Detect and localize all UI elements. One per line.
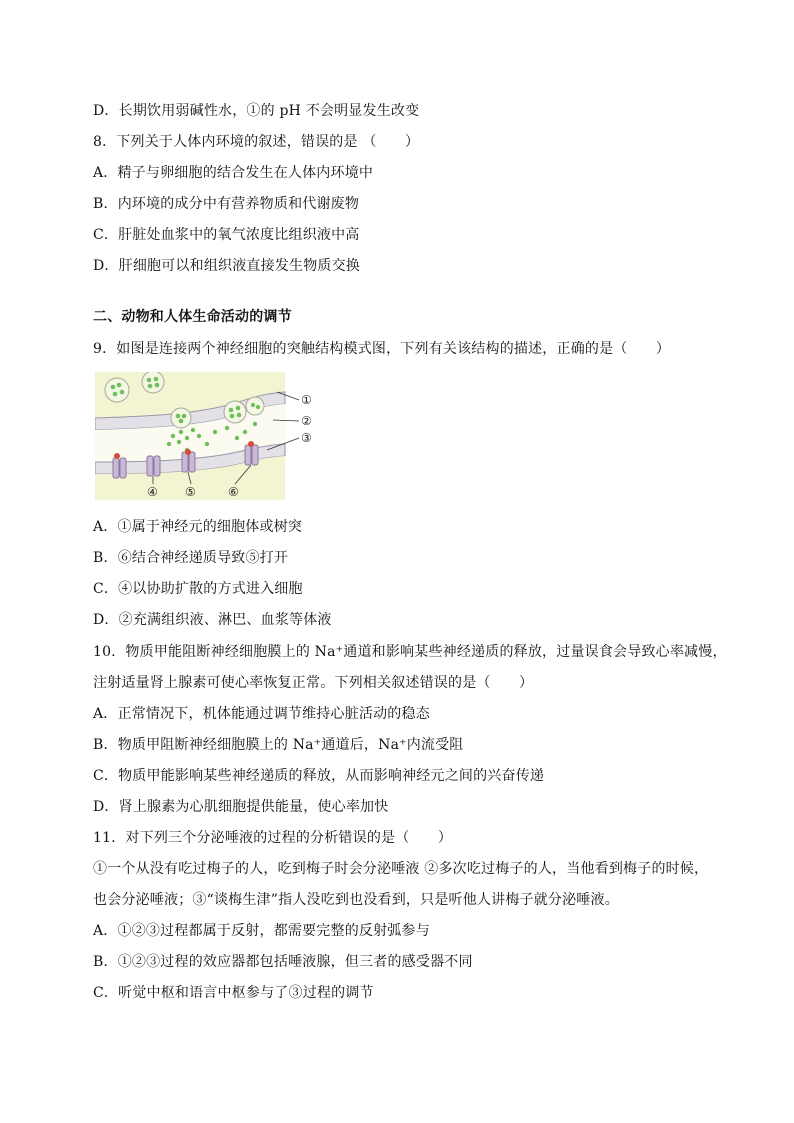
q11-option-a: A．①②③过程都属于反射，都需要完整的反射弧参与	[93, 923, 430, 939]
q10-stem-line2: 注射适量肾上腺素可使心率恢复正常。下列相关叙述错误的是（ ）	[93, 675, 534, 691]
q11-option-b: B．①②③过程的效应器都包括唾液腺，但三者的感受器不同	[93, 954, 473, 970]
q8-option-b: B．内环境的成分中有营养物质和代谢废物	[93, 196, 360, 212]
label-5: ⑤	[185, 485, 196, 499]
q9-option-b: B．⑥结合神经递质导致⑤打开	[93, 550, 289, 566]
q11-stem: 11．对下列三个分泌唾液的过程的分析错误的是（ ）	[93, 830, 453, 846]
label-1: ①	[301, 393, 312, 407]
label-4: ④	[147, 485, 158, 499]
q10-stem-line1: 10．物质甲能阻断神经细胞膜上的 Na⁺通道和影响某些神经递质的释放，过量误食会导致心率减慢，	[93, 644, 727, 660]
section-heading: 二、动物和人体生命活动的调节	[93, 309, 292, 325]
q8-option-a: A．精子与卵细胞的结合发生在人体内环境中	[93, 165, 374, 181]
q8-option-d: D．肝细胞可以和组织液直接发生物质交换	[93, 258, 361, 274]
q9-option-d: D．②充满组织液、淋巴、血浆等体液	[93, 612, 332, 628]
q9-option-a: A．①属于神经元的细胞体或树突	[93, 519, 303, 535]
q10-option-b: B．物质甲阻断神经细胞膜上的 Na⁺通道后，Na⁺内流受阻	[93, 737, 464, 753]
q10-option-a: A．正常情况下，机体能通过调节维持心脏活动的稳态	[93, 706, 430, 722]
q7-option-d: D．长期饮用弱碱性水，①的 pH 不会明显发生改变	[93, 103, 420, 119]
q11-scenario-line1: ①一个从没有吃过梅子的人，吃到梅子时会分泌唾液 ②多次吃过梅子的人，当他看到梅子的时候，	[93, 861, 709, 877]
label-6: ⑥	[228, 485, 239, 499]
synapse-diagram	[95, 372, 320, 500]
q8-stem: 8．下列关于人体内环境的叙述，错误的是 （ ）	[93, 134, 420, 150]
q9-stem: 9．如图是连接两个神经细胞的突触结构模式图，下列有关该结构的描述，正确的是（ ）	[93, 341, 671, 357]
label-2: ②	[301, 414, 312, 428]
synapse-diagram-svg	[95, 372, 320, 500]
q11-option-c: C．听觉中枢和语言中枢参与了③过程的调节	[93, 985, 374, 1001]
q9-option-c: C．④以协助扩散的方式进入细胞	[93, 581, 303, 597]
q10-option-d: D．肾上腺素为心肌细胞提供能量，使心率加快	[93, 799, 389, 815]
q8-option-c: C．肝脏处血浆中的氧气浓度比组织液中高	[93, 227, 360, 243]
q11-scenario-line2: 也会分泌唾液；③“谈梅生津”指人没吃到也没看到，只是听他人讲梅子就分泌唾液。	[93, 892, 619, 908]
label-3: ③	[301, 431, 312, 445]
q10-option-c: C．物质甲能影响某些神经递质的释放，从而影响神经元之间的兴奋传递	[93, 768, 545, 784]
